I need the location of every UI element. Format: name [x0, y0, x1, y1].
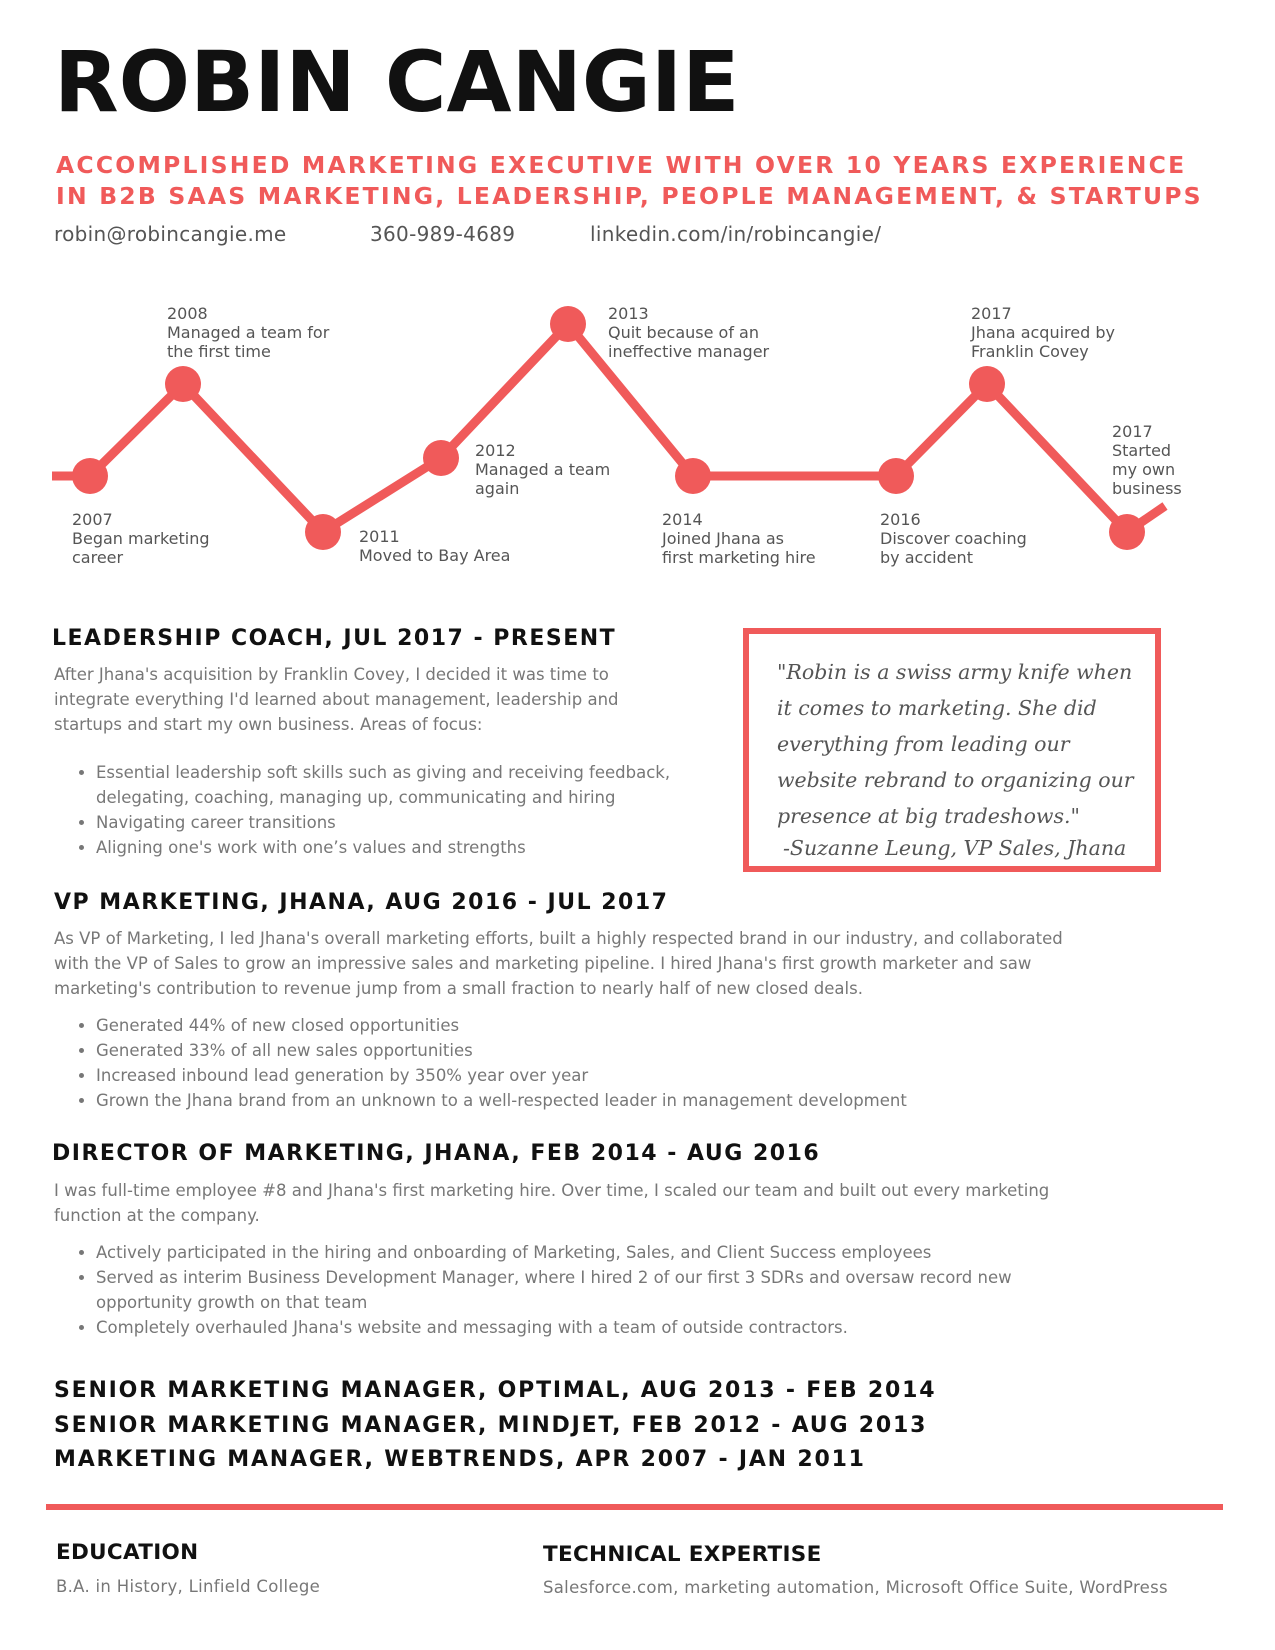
list-item: • Aligning one's work with one’s values and strengths: [96, 835, 776, 860]
timeline-event: 2007 Began marketing career: [72, 510, 210, 567]
timeline-event: 2014 Joined Jhana as first marketing hire: [662, 510, 816, 567]
timeline-event: 2011 Moved to Bay Area: [359, 527, 511, 565]
job-description: As VP of Marketing, I led Jhana's overall marketing efforts, built a highly respected brand in our industry, and collaborated with the VP of Sales to grow an impressive sales and marketing pipeline. I hired Jhana's first growth marketer and saw marketing's contribution to revenue jump from a small fraction to nearly half of new closed deals.: [54, 929, 1063, 998]
list-item: • Generated 44% of new closed opportunities: [96, 1013, 1256, 1038]
education-heading: EDUCATION: [56, 1540, 199, 1565]
testimonial-box: [743, 628, 1161, 872]
timeline-dot-2014: [675, 458, 711, 494]
section-divider: [46, 1504, 1223, 1510]
prior-job-title: SENIOR MARKETING MANAGER, MINDJET, FEB 2012 - AUG 2013: [54, 1413, 928, 1438]
linkedin-text: linkedin.com/in/robincangie/: [590, 222, 882, 246]
job-title: DIRECTOR OF MARKETING, JHANA, FEB 2014 - AUG 2016: [52, 1141, 821, 1166]
timeline-event: 2012 Managed a team again: [475, 441, 611, 498]
list-item: • Grown the Jhana brand from an unknown to a well-respected leader in management development: [96, 1088, 1256, 1113]
education-text: B.A. in History, Linfield College: [56, 1577, 321, 1596]
timeline-event: 2008 Managed a team for the first time: [167, 304, 330, 361]
list-item: • Essential leadership soft skills such as giving and receiving feedback, delegating, coaching, managing up, communicating and hiring: [96, 760, 776, 810]
prior-job-title: SENIOR MARKETING MANAGER, OPTIMAL, AUG 2013 - FEB 2014: [54, 1378, 937, 1403]
timeline-dot-2017b: [1109, 514, 1145, 550]
timeline-dot-2012: [423, 440, 459, 476]
email-text: robin@robincangie.me: [54, 222, 287, 246]
timeline-dot-2007: [72, 458, 108, 494]
timeline-dot-2013: [550, 306, 586, 342]
timeline-event: 2016 Discover coaching by accident: [880, 510, 1027, 567]
timeline-dot-2016: [878, 458, 914, 494]
technical-text: Salesforce.com, marketing automation, Microsoft Office Suite, WordPress: [543, 1578, 1168, 1597]
resume-name: ROBIN CANGIE: [54, 33, 740, 131]
timeline-dot-2011: [305, 514, 341, 550]
job-bullets: [54, 1013, 1256, 1113]
job-bullets: [54, 1240, 1256, 1340]
tagline: [56, 150, 1236, 212]
tagline-line-1: ACCOMPLISHED MARKETING EXECUTIVE WITH OVER 10 YEARS EXPERIENCE: [56, 151, 1187, 179]
testimonial-quote: "Robin is a swiss army knife when it comes to marketing. She did everything from leading our website rebrand to organizing our presence at big tradeshows.": [777, 660, 1134, 828]
job-description: After Jhana's acquisition by Franklin Covey, I decided it was time to integrate everything I'd learned about management, leadership and startups and start my own business. Areas of focus:: [54, 665, 619, 734]
job-title: LEADERSHIP COACH, JUL 2017 - PRESENT: [52, 626, 617, 651]
job-description: I was full-time employee #8 and Jhana's first marketing hire. Over time, I scaled our team and built out every marketing function at the company.: [54, 1181, 1050, 1225]
job-bullets: [54, 760, 776, 860]
timeline-dot-2008: [165, 366, 201, 402]
list-item: • Generated 33% of all new sales opportunities: [96, 1038, 1256, 1063]
phone-text: 360-989-4689: [370, 222, 516, 246]
testimonial-attribution: -Suzanne Leung, VP Sales, Jhana: [783, 836, 1127, 860]
list-item: • Actively participated in the hiring and onboarding of Marketing, Sales, and Client Success employees: [96, 1240, 1256, 1265]
technical-heading: TECHNICAL EXPERTISE: [543, 1542, 822, 1567]
timeline-dot-2017a: [969, 366, 1005, 402]
list-item: • Navigating career transitions: [96, 810, 776, 835]
timeline-event: 2017 Started my own business: [1112, 422, 1182, 498]
timeline-event: 2017 Jhana acquired by Franklin Covey: [971, 304, 1115, 361]
tagline-line-2: IN B2B SAAS MARKETING, LEADERSHIP, PEOPLE MANAGEMENT, & STARTUPS: [56, 182, 1203, 210]
timeline-event: 2013 Quit because of an ineffective manager: [608, 304, 770, 361]
list-item: • Served as interim Business Development Manager, where I hired 2 of our first 3 SDRs and oversaw record new opportunity growth on that team: [96, 1265, 1256, 1315]
list-item: • Increased inbound lead generation by 350% year over year: [96, 1063, 1256, 1088]
job-title: VP MARKETING, JHANA, AUG 2016 - JUL 2017: [54, 890, 669, 915]
list-item: • Completely overhauled Jhana's website and messaging with a team of outside contractors.: [96, 1315, 1256, 1340]
prior-job-title: MARKETING MANAGER, WEBTRENDS, APR 2007 - JAN 2011: [54, 1447, 866, 1472]
